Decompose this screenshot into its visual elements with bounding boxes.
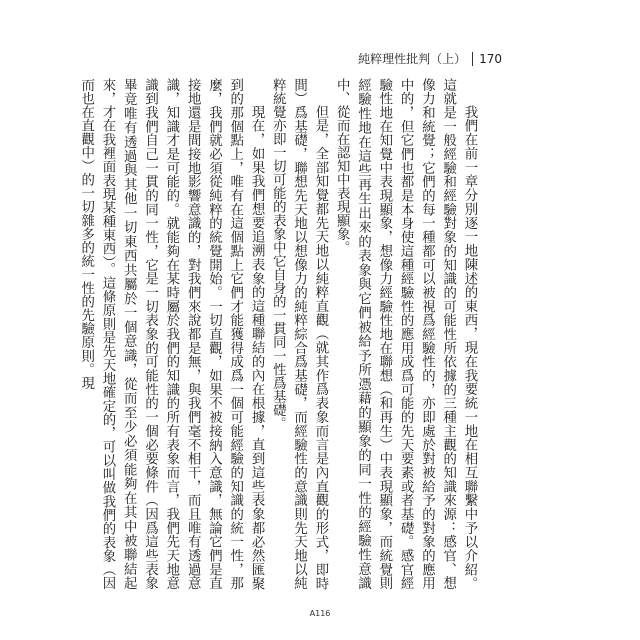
paragraph-2: 但是，全部知覺都先天地以純粹直觀（就其作爲表象而言是內直觀的形式，即時間）爲基礎，聯想先天地以想像力的純粹綜合爲基礎，而經驗性的意識則先天地以純粹統覺亦即一切可能的表象中它自身的一貫同一性爲基礎。	[270, 78, 328, 590]
page-number: 170	[479, 51, 502, 66]
folio-marker: A116	[309, 609, 331, 618]
body-text	[75, 78, 480, 590]
header-divider	[472, 52, 473, 66]
book-title: 純粹理性批判（上）	[358, 52, 467, 66]
paragraph-1: 我們在前一章分別逐一地陳述的東西，現在我要統一地在相互聯繫中予以介紹。這就是一般經驗和經驗對象的知識的可能性所依據的三種主觀的知識來源：感官、想像力和統覺；它們的每一種都可以被視爲經驗性的，亦即處於對被給予的對象的應用中的，但它們也都是本身使這種經驗性的應用成爲可能的先天要素或者基礎。感官經驗性地在知覺中表現顯象，想像力經驗性地在聯想（和再生）中表現顯象，而統覺則經驗性地在這些再生出來的表象與它們被給予所憑藉的顯象的同一性的經驗性意識中、從而在認知中表現顯象。	[334, 78, 477, 590]
paragraph-3: 現在，如果我們想要追溯表象的這種聯結的內在根據，直到這些表象都必然匯聚到的那個點上，唯有在這個點上它們才能獲得成爲一個可能經驗的知識的統一性，那麼，我們就必須從純粹的統覺開始。一切直觀，如果不被接納入意識，無論它們是直接地還是間接地影響意識的，對我們來說都是無，與我們毫不相干，而且唯有透過意識，知識才是可能的。就能夠在某時屬於我們的知識的所有表象而言，我們先天地意識到我們自己一貫的同一性，它是一切表象的可能性的一個必要條件（因爲這些表象畢竟唯有透過與其他一切東西共屬於一個意識，從而至少必須能夠在其中被聯結起來，才在我裡面表現某種東西）。這條原則是先天地確定的，可以叫做我們的表象（因而也在直觀中）的一切雜多的統一性的先驗原則。現	[78, 78, 265, 590]
running-header	[358, 50, 502, 67]
